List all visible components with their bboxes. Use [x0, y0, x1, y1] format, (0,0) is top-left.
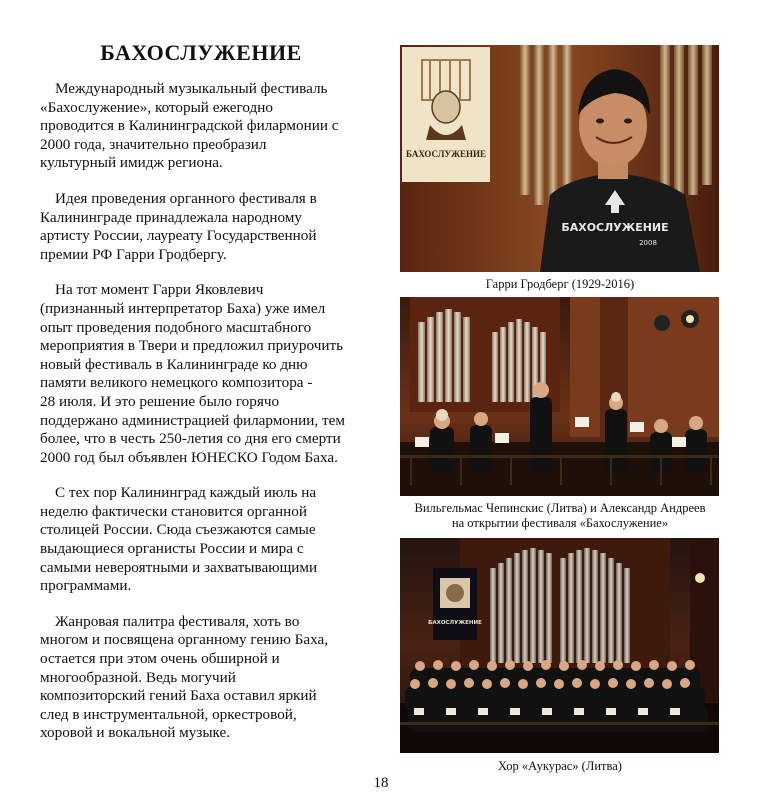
page-number: 18 [373, 775, 389, 791]
caption-grodberg: Гарри Гродберг (1929-2016) [485, 277, 635, 291]
photo-choir [400, 538, 719, 753]
orchestra-photo-illustration [400, 297, 719, 496]
shirt-year: 2008 [639, 239, 657, 247]
photo-orchestra [400, 297, 719, 496]
shirt-logo-text: БАХОСЛУЖЕНИЕ [561, 221, 669, 234]
paragraph-idea: Идея проведения органного фестиваля в Калининграде принадлежала народному артисту России, лауреату Государственной премии РФ Гарри Гродбергу. [40, 189, 317, 263]
caption-orchestra: Вильгельмас Чепинскис (Литва) и Александр Андреев на открытии фестиваля «Бахослужение» [414, 501, 706, 530]
grodberg-photo-illustration [400, 45, 719, 272]
choir-photo-illustration [400, 538, 719, 753]
article-body [40, 80, 380, 760]
paragraph-intro: Международный музыкальный фестиваль «Бахослужение», который ежегодно проводится в Калининградской филармонии с 2000 года, значительно преобразил культурный имидж региона. [40, 80, 339, 172]
paragraph-genres: Жанровая палитра фестиваля, хоть во многом и посвящена органному гению Баха, остается при этом очень обширной и многообразной. Ведь могучий композиторский гений Баха оставил яркий след в инструментальной, оркестровой, хоровой и вокальной музыке. [40, 612, 328, 742]
poster-title: БАХОСЛУЖЕНИЕ [406, 149, 486, 159]
caption-choir: Хор «Аукурас» (Литва) [498, 759, 622, 773]
photo-grodberg [400, 45, 719, 272]
paragraph-history: На тот момент Гарри Яковлевич (признанный интерпретатор Баха) уже имел опыт проведения подобного масштабного мероприятия в Твери и предложил приурочить новый фестиваль в Калининграде ко дню памяти великого немецкого композитора - 28 июля. И это решение было горячо поддержано администрацией филармонии, тем более, что в честь 250-летия со дня его смерти 2000 год был объявлен ЮНЕСКО Годом Баха. [40, 281, 345, 466]
page-title: БАХОСЛУЖЕНИЕ [100, 40, 302, 65]
paragraph-capital: С тех пор Калининград каждый июль на неделю фактически становится органной столицей России. Сюда съезжаются самые выдающиеся органисты России и мира с самыми невероятными и захватывающими программами. [40, 484, 318, 595]
banner-text: БАХОСЛУЖЕНИЕ [428, 620, 482, 626]
